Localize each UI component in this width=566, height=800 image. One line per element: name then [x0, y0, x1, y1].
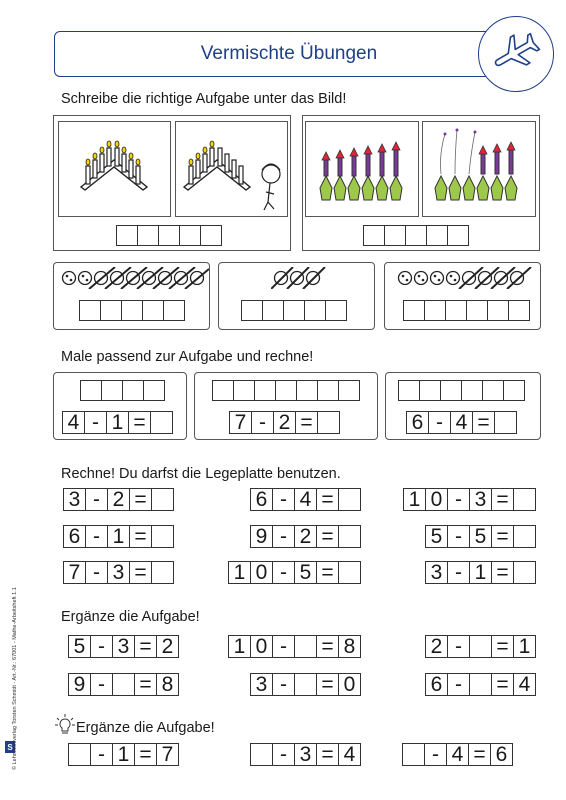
equation-cells: [63, 488, 174, 511]
eq-cell: 3: [469, 488, 492, 511]
answer-cell[interactable]: [79, 300, 101, 321]
picture-rockets: [305, 121, 419, 217]
eq-cell: -: [272, 488, 295, 511]
section1-heading: Schreibe die richtige Aufgabe unter das Bild!: [61, 91, 347, 107]
section5-heading: Ergänze die Aufgabe!: [76, 720, 215, 736]
eq-cell: =: [129, 561, 152, 584]
dot-card-1: [53, 262, 210, 330]
airplane-icon: [478, 16, 554, 92]
eq-cell: 1: [403, 488, 426, 511]
eq-cell: -: [447, 525, 470, 548]
eq-cell: -: [90, 635, 113, 658]
draw-card-2: [194, 372, 378, 440]
answer-cell[interactable]: [363, 225, 385, 246]
picture-candle-arch: [58, 121, 171, 217]
answer-cell[interactable]: [179, 225, 201, 246]
section3-heading: Rechne! Du darfst die Legeplatte benutzen.: [61, 466, 341, 482]
eq-cell: 0: [250, 635, 273, 658]
equation-cells: [402, 743, 513, 766]
eq-cell: 5: [68, 635, 91, 658]
eq-cell: 0: [425, 488, 448, 511]
eq-cell: =: [491, 561, 514, 584]
equation-cells: [425, 525, 536, 548]
eq-cell: 6: [406, 411, 429, 434]
drawing-cell[interactable]: [80, 380, 102, 401]
eq-cell: 4: [294, 488, 317, 511]
eq-cell: -: [251, 411, 274, 434]
answer-cell[interactable]: [384, 225, 406, 246]
eq-cell: -: [447, 635, 470, 658]
eq-cell: -: [428, 411, 451, 434]
drawing-cells: [80, 380, 165, 401]
drawing-cells: [398, 380, 525, 401]
eq-cell: =: [491, 525, 514, 548]
drawing-cells: [212, 380, 360, 401]
eq-cell: 1: [228, 635, 251, 658]
answer-cell[interactable]: [325, 300, 347, 321]
eq-cell: =: [295, 411, 318, 434]
answer-cell[interactable]: [142, 300, 164, 321]
answer-cells-rockets: [363, 225, 469, 246]
eq-cell: -: [447, 673, 470, 696]
eq-cell: =: [472, 411, 495, 434]
eq-cell: 1: [228, 561, 251, 584]
eq-cell: 5: [469, 525, 492, 548]
eq-cell: 0: [338, 673, 361, 696]
eq-cell: 5: [294, 561, 317, 584]
drawing-cell[interactable]: [503, 380, 525, 401]
equation-cells: [425, 561, 536, 584]
answer-cell[interactable]: [405, 225, 427, 246]
eq-cell: 8: [156, 673, 179, 696]
equation-cells: [425, 673, 536, 696]
answer-cells: [79, 300, 185, 321]
eq-cell: 4: [62, 411, 85, 434]
answer-cell[interactable]: [317, 411, 340, 434]
dots-icon: [59, 267, 209, 289]
answer-cell[interactable]: [338, 488, 361, 511]
eq-cell: 1: [469, 561, 492, 584]
answer-cell[interactable]: [121, 300, 143, 321]
eq-cell: 1: [112, 743, 135, 766]
eq-cell: 0: [250, 561, 273, 584]
eq-cell: =: [491, 673, 514, 696]
eq-cell: 3: [63, 488, 86, 511]
eq-cell: =: [316, 743, 339, 766]
picture-candle-arch-blown: [175, 121, 288, 217]
eq-cell: =: [491, 635, 514, 658]
eq-cell: 7: [156, 743, 179, 766]
answer-cell[interactable]: [112, 673, 135, 696]
eq-cell: -: [90, 673, 113, 696]
eq-cell: 3: [425, 561, 448, 584]
answer-cell[interactable]: [513, 488, 536, 511]
equation-cells: [406, 411, 517, 434]
drawing-cell[interactable]: [398, 380, 420, 401]
answer-cell[interactable]: [137, 225, 159, 246]
drawing-cell[interactable]: [122, 380, 144, 401]
picture-rockets-launched: [422, 121, 536, 217]
answer-cell[interactable]: [294, 673, 317, 696]
answer-cell[interactable]: [304, 300, 326, 321]
eq-cell: 5: [425, 525, 448, 548]
publisher-logo: S: [5, 741, 15, 753]
eq-cell: =: [129, 488, 152, 511]
eq-cell: 4: [513, 673, 536, 696]
draw-card-3: [385, 372, 541, 440]
equation-cells: [68, 635, 179, 658]
answer-cells-candles: [116, 225, 222, 246]
eq-cell: 9: [250, 525, 273, 548]
drawing-cell[interactable]: [440, 380, 462, 401]
eq-cell: 3: [112, 635, 135, 658]
drawing-cell[interactable]: [101, 380, 123, 401]
eq-cell: =: [134, 673, 157, 696]
eq-cell: 9: [68, 673, 91, 696]
eq-cell: -: [424, 743, 447, 766]
eq-cell: =: [316, 673, 339, 696]
answer-cell[interactable]: [424, 300, 446, 321]
answer-cell[interactable]: [200, 225, 222, 246]
answer-cell[interactable]: [426, 225, 448, 246]
eq-cell: =: [316, 561, 339, 584]
equation-cells: [63, 525, 174, 548]
eq-cell: -: [272, 635, 295, 658]
eq-cell: -: [272, 673, 295, 696]
eq-cell: -: [447, 488, 470, 511]
answer-cell[interactable]: [469, 635, 492, 658]
eq-cell: 2: [107, 488, 130, 511]
draw-card-1: [53, 372, 187, 440]
equation-cells: [228, 635, 361, 658]
eq-cell: -: [447, 561, 470, 584]
drawing-cell[interactable]: [254, 380, 276, 401]
eq-cell: 2: [294, 525, 317, 548]
eq-cell: 8: [338, 635, 361, 658]
eq-cell: -: [85, 561, 108, 584]
drawing-cell[interactable]: [482, 380, 504, 401]
answer-cell[interactable]: [513, 561, 536, 584]
equation-cells: [62, 411, 173, 434]
answer-cell[interactable]: [513, 525, 536, 548]
answer-cell[interactable]: [151, 525, 174, 548]
eq-cell: -: [272, 525, 295, 548]
answer-cell[interactable]: [68, 743, 91, 766]
eq-cell: 7: [229, 411, 252, 434]
eq-cell: 1: [107, 525, 130, 548]
answer-cell[interactable]: [262, 300, 284, 321]
answer-cell[interactable]: [100, 300, 122, 321]
eq-cell: -: [85, 488, 108, 511]
equation-cells: [250, 673, 361, 696]
equation-cells: [68, 673, 179, 696]
eq-cell: 1: [106, 411, 129, 434]
eq-cell: -: [272, 743, 295, 766]
dot-card-3: [384, 262, 541, 330]
eq-cell: 2: [156, 635, 179, 658]
answer-cell[interactable]: [508, 300, 530, 321]
equation-cells: [229, 411, 340, 434]
equation-cells: [250, 743, 361, 766]
drawing-cell[interactable]: [233, 380, 255, 401]
answer-cell[interactable]: [403, 300, 425, 321]
equation-cells: [425, 635, 536, 658]
answer-cell[interactable]: [338, 561, 361, 584]
dots-icon: [271, 267, 327, 289]
eq-cell: =: [316, 525, 339, 548]
eq-cell: =: [316, 488, 339, 511]
eq-cell: 3: [107, 561, 130, 584]
page-title: Vermischte Übungen: [200, 43, 378, 64]
eq-cell: 4: [338, 743, 361, 766]
drawing-cell[interactable]: [212, 380, 234, 401]
eq-cell: =: [468, 743, 491, 766]
answer-cell[interactable]: [250, 743, 273, 766]
answer-cell[interactable]: [402, 743, 425, 766]
drawing-cell[interactable]: [275, 380, 297, 401]
equation-cells: [403, 488, 536, 511]
answer-cell[interactable]: [241, 300, 263, 321]
equation-cells: [228, 561, 361, 584]
lightbulb-icon: [55, 714, 75, 736]
answer-cell[interactable]: [150, 411, 173, 434]
eq-cell: 6: [63, 525, 86, 548]
eq-cell: 6: [425, 673, 448, 696]
eq-cell: 3: [250, 673, 273, 696]
eq-cell: -: [90, 743, 113, 766]
copyright-credit: © Lehmitteilverlag Torsten Schmidt - Art.-Nr.: 67001 - Mathe-Arbeitsheft 1.1: [12, 587, 18, 770]
eq-cell: =: [316, 635, 339, 658]
eq-cell: =: [128, 411, 151, 434]
eq-cell: -: [272, 561, 295, 584]
eq-cell: =: [491, 488, 514, 511]
drawing-cell[interactable]: [338, 380, 360, 401]
eq-cell: =: [129, 525, 152, 548]
answer-cell[interactable]: [163, 300, 185, 321]
eq-cell: 2: [425, 635, 448, 658]
drawing-cell[interactable]: [296, 380, 318, 401]
answer-cell[interactable]: [283, 300, 305, 321]
answer-cell[interactable]: [487, 300, 509, 321]
answer-cell[interactable]: [447, 225, 469, 246]
answer-cell[interactable]: [494, 411, 517, 434]
answer-cell[interactable]: [466, 300, 488, 321]
section4-heading: Ergänze die Aufgabe!: [61, 609, 200, 625]
title-box: [54, 31, 524, 77]
section2-heading: Male passend zur Aufgabe und rechne!: [61, 349, 314, 365]
eq-cell: =: [134, 743, 157, 766]
equation-cells: [250, 525, 361, 548]
eq-cell: 6: [250, 488, 273, 511]
answer-cell[interactable]: [116, 225, 138, 246]
eq-cell: 2: [273, 411, 296, 434]
answer-cell[interactable]: [469, 673, 492, 696]
eq-cell: -: [84, 411, 107, 434]
equation-cells: [68, 743, 179, 766]
drawing-cell[interactable]: [461, 380, 483, 401]
dot-card-2: [218, 262, 375, 330]
answer-cell[interactable]: [151, 561, 174, 584]
answer-cell[interactable]: [294, 635, 317, 658]
dots-icon: [395, 267, 535, 289]
answer-cells: [403, 300, 530, 321]
eq-cell: 6: [490, 743, 513, 766]
eq-cell: =: [134, 635, 157, 658]
drawing-cell[interactable]: [317, 380, 339, 401]
answer-cell[interactable]: [445, 300, 467, 321]
eq-cell: 4: [446, 743, 469, 766]
answer-cell[interactable]: [158, 225, 180, 246]
eq-cell: 3: [294, 743, 317, 766]
answer-cells: [241, 300, 347, 321]
drawing-cell[interactable]: [419, 380, 441, 401]
answer-cell[interactable]: [151, 488, 174, 511]
equation-cells: [63, 561, 174, 584]
eq-cell: 4: [450, 411, 473, 434]
answer-cell[interactable]: [338, 525, 361, 548]
eq-cell: 1: [513, 635, 536, 658]
drawing-cell[interactable]: [143, 380, 165, 401]
eq-cell: -: [85, 525, 108, 548]
eq-cell: 7: [63, 561, 86, 584]
equation-cells: [250, 488, 361, 511]
